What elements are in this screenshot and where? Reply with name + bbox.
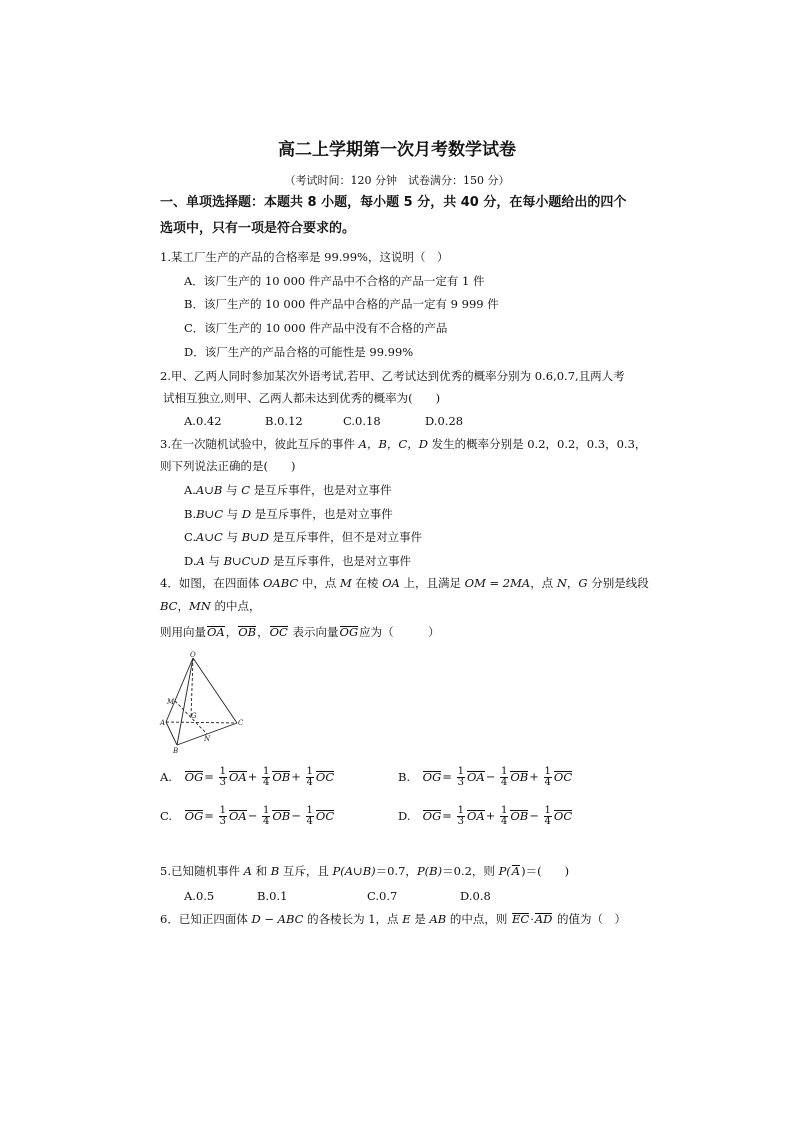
q5-option-c: C.0.7 bbox=[367, 889, 398, 903]
q4-option-a bbox=[160, 767, 335, 788]
q2-option-c: C.0.18 bbox=[343, 414, 381, 428]
label-b: B bbox=[173, 747, 179, 755]
frac-one-third bbox=[219, 806, 227, 827]
q4-condition: OM = 2MA bbox=[464, 576, 531, 590]
frac-one-quarter bbox=[544, 767, 552, 788]
q3-stem-line2: 则下列说法正确的是( ) bbox=[160, 459, 296, 473]
q5-t3: 互斥，且 bbox=[279, 864, 333, 878]
q6-t3: 是 bbox=[410, 912, 430, 926]
q4-d-oa: OA bbox=[466, 808, 485, 823]
q3-d-expr1: A bbox=[196, 554, 205, 568]
label-o: O bbox=[190, 651, 196, 659]
q4-t5: ，点 bbox=[530, 576, 557, 590]
q4-c-label: C. bbox=[160, 808, 173, 823]
q4-point-n: N bbox=[556, 576, 567, 590]
q2-option-b: B.0.12 bbox=[265, 414, 303, 428]
q4-t2: 中，点 bbox=[298, 576, 340, 590]
op: − bbox=[485, 769, 496, 784]
q4-c-eq: = bbox=[204, 808, 214, 823]
num: 1 bbox=[544, 766, 551, 777]
num: 1 bbox=[500, 805, 508, 816]
q1-option-b: B．该厂生产的 10 000 件产品中合格的产品一定有 9 999 件 bbox=[184, 297, 499, 311]
frac-one-quarter bbox=[500, 806, 508, 827]
section-heading-line2: 选项中，只有一项是符合要求的。 bbox=[160, 221, 356, 236]
q4-t12: 应为（ ） bbox=[359, 625, 440, 639]
q3-option-b bbox=[184, 507, 393, 521]
den: 4 bbox=[306, 777, 313, 788]
q5-option-a: A.0.5 bbox=[184, 889, 215, 903]
q2-option-a: A.0.42 bbox=[184, 414, 222, 428]
q3-d-text: 是互斥事件，也是对立事件 bbox=[269, 554, 411, 568]
q5-option-b: B.0.1 bbox=[257, 889, 288, 903]
q5-t1: 5.已知随机事件 bbox=[160, 864, 244, 878]
op: + bbox=[529, 769, 539, 784]
q6-stem bbox=[160, 912, 626, 926]
q4-a-label: A. bbox=[160, 769, 172, 784]
q4-b-oc: OC bbox=[553, 769, 573, 784]
q4-edge-oa: OA bbox=[382, 576, 400, 590]
q3-a-text: 是互斥事件，也是对立事件 bbox=[250, 483, 392, 497]
q4-c-ob: OB bbox=[272, 808, 291, 823]
q4-b-og: OG bbox=[422, 769, 442, 784]
op: + bbox=[485, 808, 496, 823]
q1-option-d: D．该厂生产的产品合格的可能性是 99.99% bbox=[184, 345, 414, 359]
vector-ob: OB bbox=[238, 625, 257, 639]
frac-one-third bbox=[457, 767, 465, 788]
op: − bbox=[247, 808, 258, 823]
q3-d-label: D. bbox=[184, 554, 197, 568]
q3-option-a bbox=[184, 483, 392, 497]
den: 4 bbox=[544, 777, 551, 788]
q4-t11: 表示向量 bbox=[288, 625, 339, 639]
q3-stem-line1 bbox=[160, 437, 646, 451]
q3-b-label: B. bbox=[184, 507, 197, 521]
num: 1 bbox=[262, 766, 270, 777]
q3-c-expr2: B∪D bbox=[241, 530, 269, 544]
q4-a-oc: OC bbox=[315, 769, 335, 784]
q5-option-d: D.0.8 bbox=[460, 889, 491, 903]
num: 1 bbox=[457, 766, 464, 777]
den: 4 bbox=[262, 816, 270, 827]
den: 3 bbox=[457, 777, 464, 788]
q4-d-oc: OC bbox=[553, 808, 573, 823]
op: + bbox=[247, 769, 258, 784]
den: 3 bbox=[457, 816, 464, 827]
q6-seg-ab: AB bbox=[429, 912, 447, 926]
q3-b-text: 是互斥事件，也是对立事件 bbox=[251, 507, 393, 521]
den: 4 bbox=[544, 816, 551, 827]
op: − bbox=[529, 808, 539, 823]
q4-d-label: D. bbox=[398, 808, 411, 823]
q3-d-conj: 与 bbox=[204, 554, 224, 568]
q4-d-ob: OB bbox=[510, 808, 529, 823]
q3-c-conj: 与 bbox=[222, 530, 242, 544]
q3-b-conj: 与 bbox=[223, 507, 242, 521]
vector-oc: OC bbox=[269, 625, 288, 639]
op: − bbox=[291, 808, 301, 823]
q3-b-expr1: B∪C bbox=[196, 507, 223, 521]
q1-option-c: C．该厂生产的 10 000 件产品中没有不合格的产品 bbox=[184, 321, 448, 335]
q4-stem-line1 bbox=[160, 576, 649, 590]
q3-a-label: A. bbox=[184, 483, 196, 497]
den: 4 bbox=[500, 816, 508, 827]
num: 1 bbox=[219, 805, 226, 816]
q4-a-eq: = bbox=[204, 769, 214, 784]
q5-p-b: P(B) bbox=[416, 864, 443, 878]
q4-sep1: ， bbox=[225, 625, 238, 639]
q3-a-expr1: A∪B bbox=[195, 483, 223, 497]
q4-t10: 则用向量 bbox=[160, 625, 206, 639]
num: 1 bbox=[457, 805, 464, 816]
vector-og: OG bbox=[339, 625, 359, 639]
num: 1 bbox=[544, 805, 551, 816]
vector-ec: EC bbox=[512, 912, 530, 926]
num: 1 bbox=[306, 766, 313, 777]
q6-point-e: E bbox=[402, 912, 411, 926]
q2-option-d: D.0.28 bbox=[425, 414, 464, 428]
frac-one-quarter bbox=[544, 806, 552, 827]
label-a: A bbox=[160, 719, 166, 727]
q5-t2: 和 bbox=[251, 864, 271, 878]
q3-stem-probs: 发生的概率分别是 0.2，0.2，0.3，0.3， bbox=[427, 437, 647, 451]
q3-c-expr1: A∪C bbox=[196, 530, 223, 544]
label-g: G bbox=[191, 712, 197, 720]
q3-events: A，B，C，D bbox=[358, 437, 428, 451]
q4-c-oc: OC bbox=[315, 808, 335, 823]
q5-p-open: P( bbox=[498, 864, 511, 878]
q4-stem-line2 bbox=[160, 599, 260, 613]
frac-one-third bbox=[457, 806, 465, 827]
q3-stem-text: 3.在一次随机试验中，彼此互斥的事件 bbox=[160, 437, 359, 451]
q3-option-d bbox=[184, 554, 411, 568]
den: 4 bbox=[306, 816, 313, 827]
q4-a-ob: OB bbox=[272, 769, 291, 784]
q4-t3: 在棱 bbox=[351, 576, 383, 590]
exam-title: 高二上学期第一次月考数学试卷 bbox=[278, 140, 516, 160]
q5-t4: ＝0.7， bbox=[375, 864, 417, 878]
q4-stem-line3 bbox=[160, 625, 440, 639]
den: 4 bbox=[262, 777, 270, 788]
exam-subtitle: （考试时间：120 分钟 试卷满分：150 分） bbox=[284, 174, 510, 187]
q4-d-og: OG bbox=[422, 808, 442, 823]
q3-a-expr2: C bbox=[241, 483, 250, 497]
q6-t5: 的值为（ ） bbox=[553, 912, 627, 926]
op: + bbox=[291, 769, 301, 784]
frac-one-quarter bbox=[262, 806, 270, 827]
frac-one-quarter bbox=[500, 767, 508, 788]
frac-one-quarter bbox=[306, 806, 314, 827]
q6-tetra: D − ABC bbox=[251, 912, 304, 926]
label-m: M bbox=[167, 698, 175, 706]
num: 1 bbox=[262, 805, 270, 816]
label-c: C bbox=[238, 719, 244, 727]
q4-point-g: G bbox=[578, 576, 588, 590]
q4-t6: ， bbox=[566, 576, 579, 590]
q3-option-c bbox=[184, 530, 422, 544]
vector-oa: OA bbox=[207, 625, 225, 639]
q4-c-og: OG bbox=[184, 808, 204, 823]
q4-c-oa: OA bbox=[228, 808, 247, 823]
q2-stem-line1: 2.甲、乙两人同时参加某次外语考试,若甲、乙考试达到优秀的概率分别为 0.6,0.7,且两人考 bbox=[160, 369, 625, 383]
q4-tetra: OABC bbox=[262, 576, 299, 590]
q5-stem bbox=[160, 864, 569, 878]
frac-one-quarter bbox=[306, 767, 314, 788]
den: 3 bbox=[219, 816, 226, 827]
q4-option-c bbox=[160, 806, 335, 827]
q4-t7: 分别是线段 bbox=[587, 576, 649, 590]
q4-t4: 上，且满足 bbox=[399, 576, 465, 590]
q5-event-b: B bbox=[270, 864, 280, 878]
frac-one-quarter bbox=[262, 767, 270, 788]
q4-a-oa: OA bbox=[228, 769, 247, 784]
vector-ad: AD bbox=[534, 912, 553, 926]
den: 4 bbox=[500, 777, 508, 788]
q4-b-eq: = bbox=[442, 769, 452, 784]
q6-t4: 的中点，则 bbox=[446, 912, 512, 926]
den: 3 bbox=[219, 777, 226, 788]
num: 1 bbox=[219, 766, 226, 777]
q4-t1: 4．如图，在四面体 bbox=[160, 576, 263, 590]
num: 1 bbox=[500, 766, 508, 777]
q5-t5: ＝0.2，则 bbox=[442, 864, 499, 878]
q4-point-m: M bbox=[340, 576, 352, 590]
tetrahedron-figure bbox=[150, 650, 250, 755]
frac-one-third bbox=[219, 767, 227, 788]
q3-d-expr2: B∪C∪D bbox=[223, 554, 270, 568]
q2-stem-line2: 试相互独立,则甲、乙两人都未达到优秀的概率为( ) bbox=[163, 391, 441, 405]
q6-dot: · bbox=[530, 912, 534, 926]
q4-option-d bbox=[398, 806, 573, 827]
q4-t8: ， bbox=[177, 599, 189, 613]
q5-p-union: P(A∪B) bbox=[332, 864, 376, 878]
q4-a-og: OG bbox=[184, 769, 204, 784]
section-heading-line1: 一、单项选择题：本题共 8 小题，每小题 5 分，共 40 分，在每小题给出的四个 bbox=[160, 195, 627, 210]
q3-b-expr2: D bbox=[241, 507, 252, 521]
q4-t9: 的中点， bbox=[210, 599, 261, 613]
q1-option-a: A．该厂生产的 10 000 件产品中不合格的产品一定有 1 件 bbox=[184, 274, 485, 288]
q4-b-ob: OB bbox=[510, 769, 529, 784]
q4-b-label: B. bbox=[398, 769, 411, 784]
q6-t2: 的各棱长为 1，点 bbox=[303, 912, 403, 926]
q5-t6: )＝( ) bbox=[521, 864, 570, 878]
q4-seg-bc: BC bbox=[160, 599, 178, 613]
q4-option-b bbox=[398, 767, 573, 788]
q3-c-text: 是互斥事件，但不是对立事件 bbox=[268, 530, 423, 544]
q3-c-label: C. bbox=[184, 530, 197, 544]
q4-seg-mn: MN bbox=[188, 599, 211, 613]
q4-d-eq: = bbox=[442, 808, 452, 823]
q5-event-a: A bbox=[243, 864, 252, 878]
q1-stem: 1.某工厂生产的产品的合格率是 99.99%，这说明（ ） bbox=[160, 250, 449, 264]
q5-a-complement: A bbox=[511, 864, 521, 878]
q4-b-oa: OA bbox=[466, 769, 485, 784]
q3-a-conj: 与 bbox=[222, 483, 242, 497]
q4-sep2: ， bbox=[257, 625, 269, 639]
num: 1 bbox=[306, 805, 313, 816]
q6-t1: 6．已知正四面体 bbox=[160, 912, 252, 926]
label-n: N bbox=[204, 735, 211, 743]
